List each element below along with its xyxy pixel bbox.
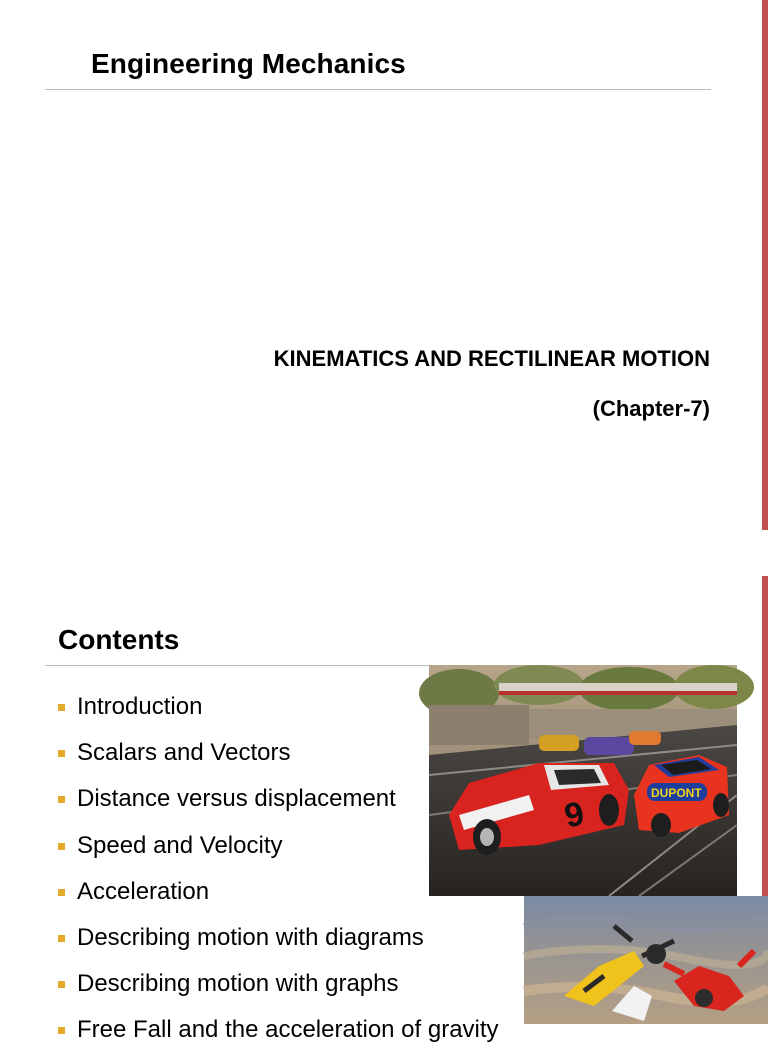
list-item-label: Describing motion with graphs — [77, 970, 399, 998]
list-item-label: Describing motion with diagrams — [77, 923, 424, 951]
car-number: 9 — [561, 794, 588, 836]
list-item-label: Free Fall and the acceleration of gravity — [77, 1016, 499, 1044]
title-divider — [45, 89, 711, 90]
list-item-label: Distance versus displacement — [77, 785, 396, 813]
slide-subtitle: KINEMATICS AND RECTILINEAR MOTION — [273, 346, 710, 371]
slide-title: Engineering Mechanics — [91, 48, 406, 79]
contents-title: Contents — [58, 624, 180, 655]
list-item-label: Speed and Velocity — [77, 831, 283, 859]
bullet-icon — [58, 1027, 65, 1034]
skydivers-photo — [524, 896, 768, 1024]
list-item-label: Acceleration — [77, 877, 210, 905]
list-item — [58, 923, 499, 969]
chapter-label: (Chapter-7) — [592, 396, 710, 421]
bullet-icon — [58, 843, 65, 850]
sponsor-text: DUPONT — [651, 786, 702, 800]
bullet-icon — [58, 935, 65, 942]
bullet-icon — [58, 796, 65, 803]
bullet-icon — [58, 704, 65, 711]
accent-stripe — [762, 0, 768, 530]
list-item-label: Scalars and Vectors — [77, 739, 291, 767]
bullet-icon — [58, 981, 65, 988]
bullet-icon — [58, 750, 65, 757]
list-item — [58, 1015, 499, 1061]
bullet-icon — [58, 889, 65, 896]
accent-stripe — [762, 576, 768, 906]
list-item-label: Introduction — [77, 693, 203, 720]
race-cars-photo — [429, 665, 737, 896]
list-item — [58, 969, 499, 1015]
slide-gap — [0, 540, 768, 576]
